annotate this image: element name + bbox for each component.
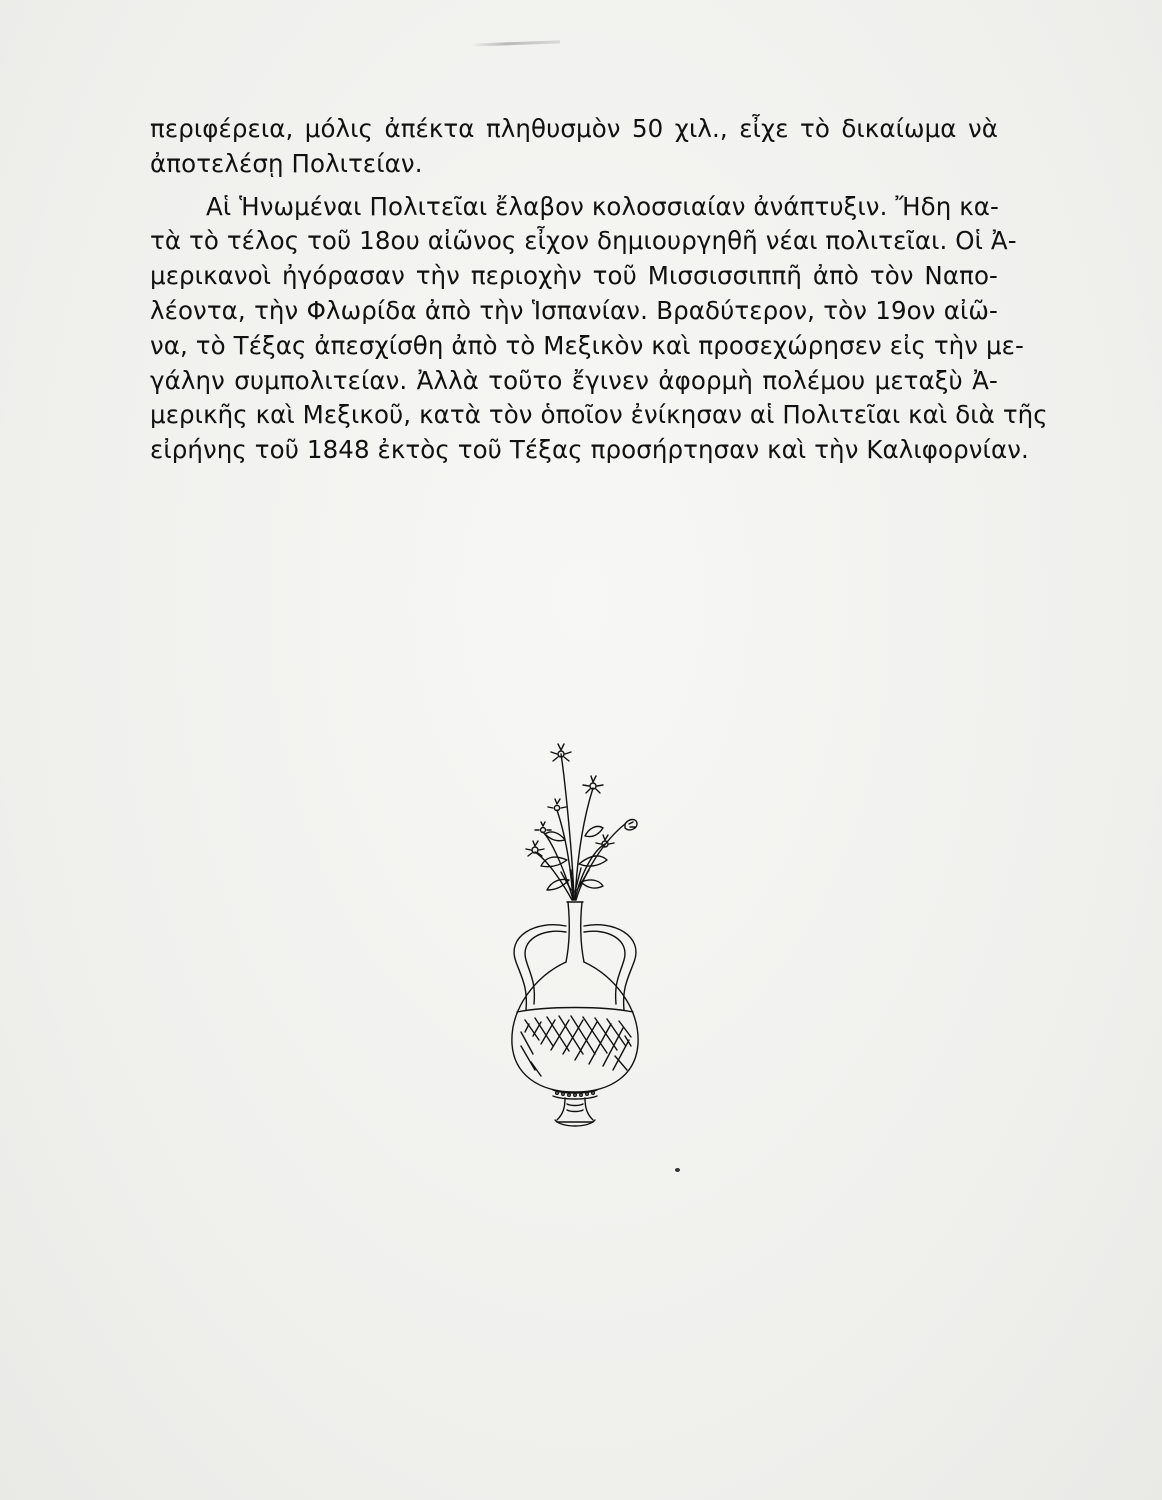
stray-ink-mark [470,40,560,46]
text-line: μερικανοὶ ἠγόρασαν τὴν περιοχὴν τοῦ Μισσισσιππῆ ἀπὸ τὸν Ναπο- [150,261,998,291]
body-text [150,112,1048,468]
text-line: Αἱ Ἡνωμέναι Πολιτεῖαι ἔλαβον κολοσσιαίαν ἀνάπτυξιν. Ἤδη κα- [206,191,999,221]
text-line: περιφέρεια, μόλις ἀπέκτα πληθυσμὸν 50 χιλ., εἶχε τὸ δικαίωμα νὰ [150,114,998,143]
text-line: μερικῆς καὶ Μεξικοῦ, κατὰ τὸν ὁποῖον ἐνίκησαν αἱ Πολιτεῖαι καὶ διὰ τῆς [150,400,1048,430]
paragraph-1 [150,112,998,182]
text-line: εἰρήνης τοῦ 1848 ἐκτὸς τοῦ Τέξας προσήρτησαν καὶ τὴν Καλιφορνίαν. [150,435,1029,465]
text-line: να, τὸ Τέξας ἀπεσχίσθη ἀπὸ τὸ Μεξικὸν καὶ προσεχώρησεν εἰς τὴν με- [150,330,1024,360]
flower-vase-icon [495,740,655,1140]
text-line: τὰ τὸ τέλος τοῦ 18ου αἰῶνος εἶχον δημιουργηθῆ νέαι πολιτεῖαι. Οἱ Ἀ- [150,226,1017,256]
paragraph-2 [150,190,1048,468]
text-line: γάλην συμπολιτείαν. Ἀλλὰ τοῦτο ἔγινεν ἀφορμὴ πολέμου μεταξὺ Ἀ- [150,365,998,395]
text-line: ἀποτελέσῃ Πολιτείαν. [150,148,423,178]
text-line: λέοντα, τὴν Φλωρίδα ἀπὸ τὴν Ἱσπανίαν. Βραδύτερον, τὸν 19ον αἰῶ- [150,295,998,325]
stray-dot [675,1168,680,1172]
